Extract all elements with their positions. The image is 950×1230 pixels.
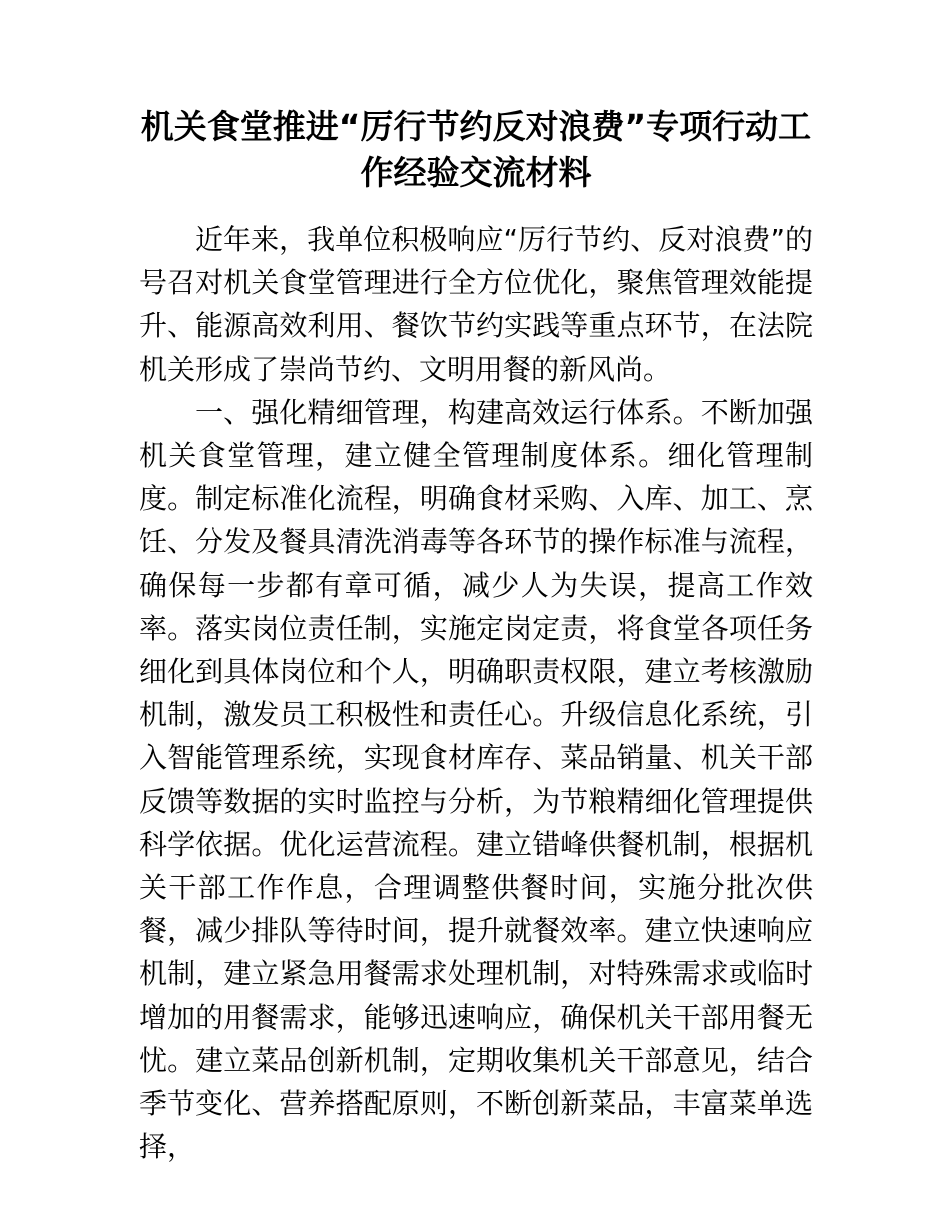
document-content-column: [139, 0, 813, 1168]
document-title: 机关食堂推进“厉行节约反对浪费”专项行动工作经验交流材料: [140, 107, 812, 192]
document-body: [139, 218, 813, 1168]
paragraph-section-one: 一、强化精细管理，构建高效运行体系。不断加强机关食堂管理，建立健全管理制度体系。细化管理制度。制定标准化流程，明确食材采购、入库、加工、烹饪、分发及餐具清洗消毒等各环节的操作标准与流程，确保每一步都有章可循，减少人为失误，提高工作效率。落实岗位责任制，实施定岗定责，将食堂各项任务细化到具体岗位和个人，明确职责权限，建立考核激励机制，激发员工积极性和责任心。升级信息化系统，引入智能管理系统，实现食材库存、菜品销量、机关干部反馈等数据的实时监控与分析，为节粮精细化管理提供科学依据。优化运营流程。建立错峰供餐机制，根据机关干部工作作息，合理调整供餐时间，实施分批次供餐，减少排队等待时间，提升就餐效率。建立快速响应机制，建立紧急用餐需求处理机制，对特殊需求或临时增加的用餐需求，能够迅速响应，确保机关干部用餐无忧。建立菜品创新机制，定期收集机关干部意见，结合季节变化、营养搭配原则，不断创新菜品，丰富菜单选择，: [139, 395, 813, 1164]
paragraph-intro: 近年来，我单位积极响应“厉行节约、反对浪费”的号召对机关食堂管理进行全方位优化，聚焦管理效能提升、能源高效利用、餐饮节约实践等重点环节，在法院机关形成了崇尚节约、文明用餐的新风尚。: [139, 223, 813, 386]
